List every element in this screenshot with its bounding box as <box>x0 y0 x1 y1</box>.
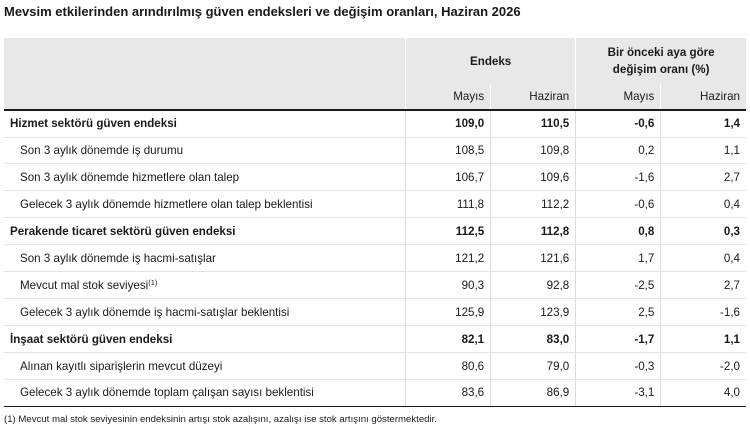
header-col-change-june: Haziran <box>661 84 746 110</box>
row-label-text: Gelecek 3 aylık dönemde toplam çalışan sayısı beklentisi <box>20 386 314 400</box>
cell-change-may: 0,8 <box>576 218 661 245</box>
table-row <box>4 137 746 164</box>
header-blank <box>4 38 406 84</box>
cell-index-june: 83,0 <box>491 326 576 353</box>
cell-change-june: -1,6 <box>661 299 746 326</box>
row-label-text: Son 3 aylık dönemde iş durumu <box>20 144 184 158</box>
table-row-group <box>4 326 746 353</box>
table-row <box>4 272 746 299</box>
table-row <box>4 191 746 218</box>
header-group-change <box>576 38 746 84</box>
cell-index-may: 121,2 <box>406 245 491 272</box>
table-row-group <box>4 218 746 245</box>
cell-index-may: 90,3 <box>406 272 491 299</box>
cell-index-june: 86,9 <box>491 380 576 407</box>
cell-change-june: 1,4 <box>661 110 746 137</box>
cell-index-may: 80,6 <box>406 353 491 380</box>
row-label-text: Hizmet sektörü güven endeksi <box>10 117 177 131</box>
table-row <box>4 245 746 272</box>
row-label-text: Alınan kayıtlı siparişlerin mevcut düzeyi <box>20 359 223 373</box>
cell-index-june: 109,6 <box>491 164 576 191</box>
cell-index-may: 82,1 <box>406 326 491 353</box>
cell-change-may: 1,7 <box>576 245 661 272</box>
row-label <box>4 326 406 353</box>
cell-change-may: -2,5 <box>576 272 661 299</box>
row-label <box>4 110 406 137</box>
cell-change-june: 1,1 <box>661 326 746 353</box>
cell-change-june: 4,0 <box>661 380 746 407</box>
row-label-text: Gelecek 3 aylık dönemde hizmetlere olan talep beklentisi <box>20 197 313 211</box>
row-label-text: Son 3 aylık dönemde iş hacmi-satışlar <box>20 251 216 265</box>
cell-index-june: 110,5 <box>491 110 576 137</box>
confidence-index-table <box>4 38 746 407</box>
row-label <box>4 353 406 380</box>
cell-index-may: 112,5 <box>406 218 491 245</box>
cell-index-may: 125,9 <box>406 299 491 326</box>
cell-change-june: 0,4 <box>661 245 746 272</box>
footnote: (1) Mevcut mal stok seviyesinin endeksinin artışı stok azalışını, azalışı ise stok artışını göstermektedir. <box>4 414 437 425</box>
cell-index-june: 112,2 <box>491 191 576 218</box>
table-row <box>4 164 746 191</box>
header-group-index: Endeks <box>406 38 576 84</box>
cell-index-june: 123,9 <box>491 299 576 326</box>
row-label <box>4 164 406 191</box>
row-label-text: Mevcut mal stok seviyesi <box>20 279 149 293</box>
header-col-change-may: Mayıs <box>576 84 661 110</box>
header-col-index-may: Mayıs <box>406 84 491 110</box>
cell-change-may: -1,6 <box>576 164 661 191</box>
cell-index-may: 108,5 <box>406 137 491 164</box>
row-label <box>4 245 406 272</box>
table-row <box>4 299 746 326</box>
table-row <box>4 353 746 380</box>
cell-index-june: 121,6 <box>491 245 576 272</box>
cell-change-june: 2,7 <box>661 272 746 299</box>
header-blank-2 <box>4 84 406 110</box>
cell-index-may: 106,7 <box>406 164 491 191</box>
row-label <box>4 137 406 164</box>
footnote-marker: (1) <box>148 278 158 288</box>
cell-change-may: -1,7 <box>576 326 661 353</box>
cell-change-may: -3,1 <box>576 380 661 407</box>
cell-index-may: 109,0 <box>406 110 491 137</box>
cell-change-may: 0,2 <box>576 137 661 164</box>
cell-change-june: -2,0 <box>661 353 746 380</box>
cell-change-june: 0,3 <box>661 218 746 245</box>
row-label <box>4 299 406 326</box>
table-title: Mevsim etkilerinden arındırılmış güven endeksleri ve değişim oranları, Haziran 2026 <box>4 4 521 19</box>
table-body <box>4 110 746 406</box>
row-label-text: Perakende ticaret sektörü güven endeksi <box>10 224 236 238</box>
cell-index-june: 92,8 <box>491 272 576 299</box>
cell-index-may: 111,8 <box>406 191 491 218</box>
cell-index-may: 83,6 <box>406 380 491 407</box>
cell-change-june: 0,4 <box>661 191 746 218</box>
row-label <box>4 272 406 299</box>
row-label <box>4 191 406 218</box>
cell-change-may: 2,5 <box>576 299 661 326</box>
cell-change-june: 2,7 <box>661 164 746 191</box>
row-label <box>4 218 406 245</box>
cell-index-june: 79,0 <box>491 353 576 380</box>
cell-index-june: 109,8 <box>491 137 576 164</box>
header-group-change-line2: değişim oranı (%) <box>612 63 710 76</box>
row-label-text: Son 3 aylık dönemde hizmetlere olan talep <box>20 170 240 184</box>
header-group-change-line1: Bir önceki aya göre <box>607 46 715 59</box>
cell-change-may: -0,6 <box>576 110 661 137</box>
cell-index-june: 112,8 <box>491 218 576 245</box>
cell-change-june: 1,1 <box>661 137 746 164</box>
row-label-text: İnşaat sektörü güven endeksi <box>10 332 173 346</box>
row-label <box>4 380 406 407</box>
table-row-group <box>4 110 746 137</box>
row-label-text: Gelecek 3 aylık dönemde iş hacmi-satışlar beklentisi <box>20 305 290 319</box>
cell-change-may: -0,3 <box>576 353 661 380</box>
cell-change-may: -0,6 <box>576 191 661 218</box>
header-col-index-june: Haziran <box>491 84 576 110</box>
table-row <box>4 380 746 407</box>
